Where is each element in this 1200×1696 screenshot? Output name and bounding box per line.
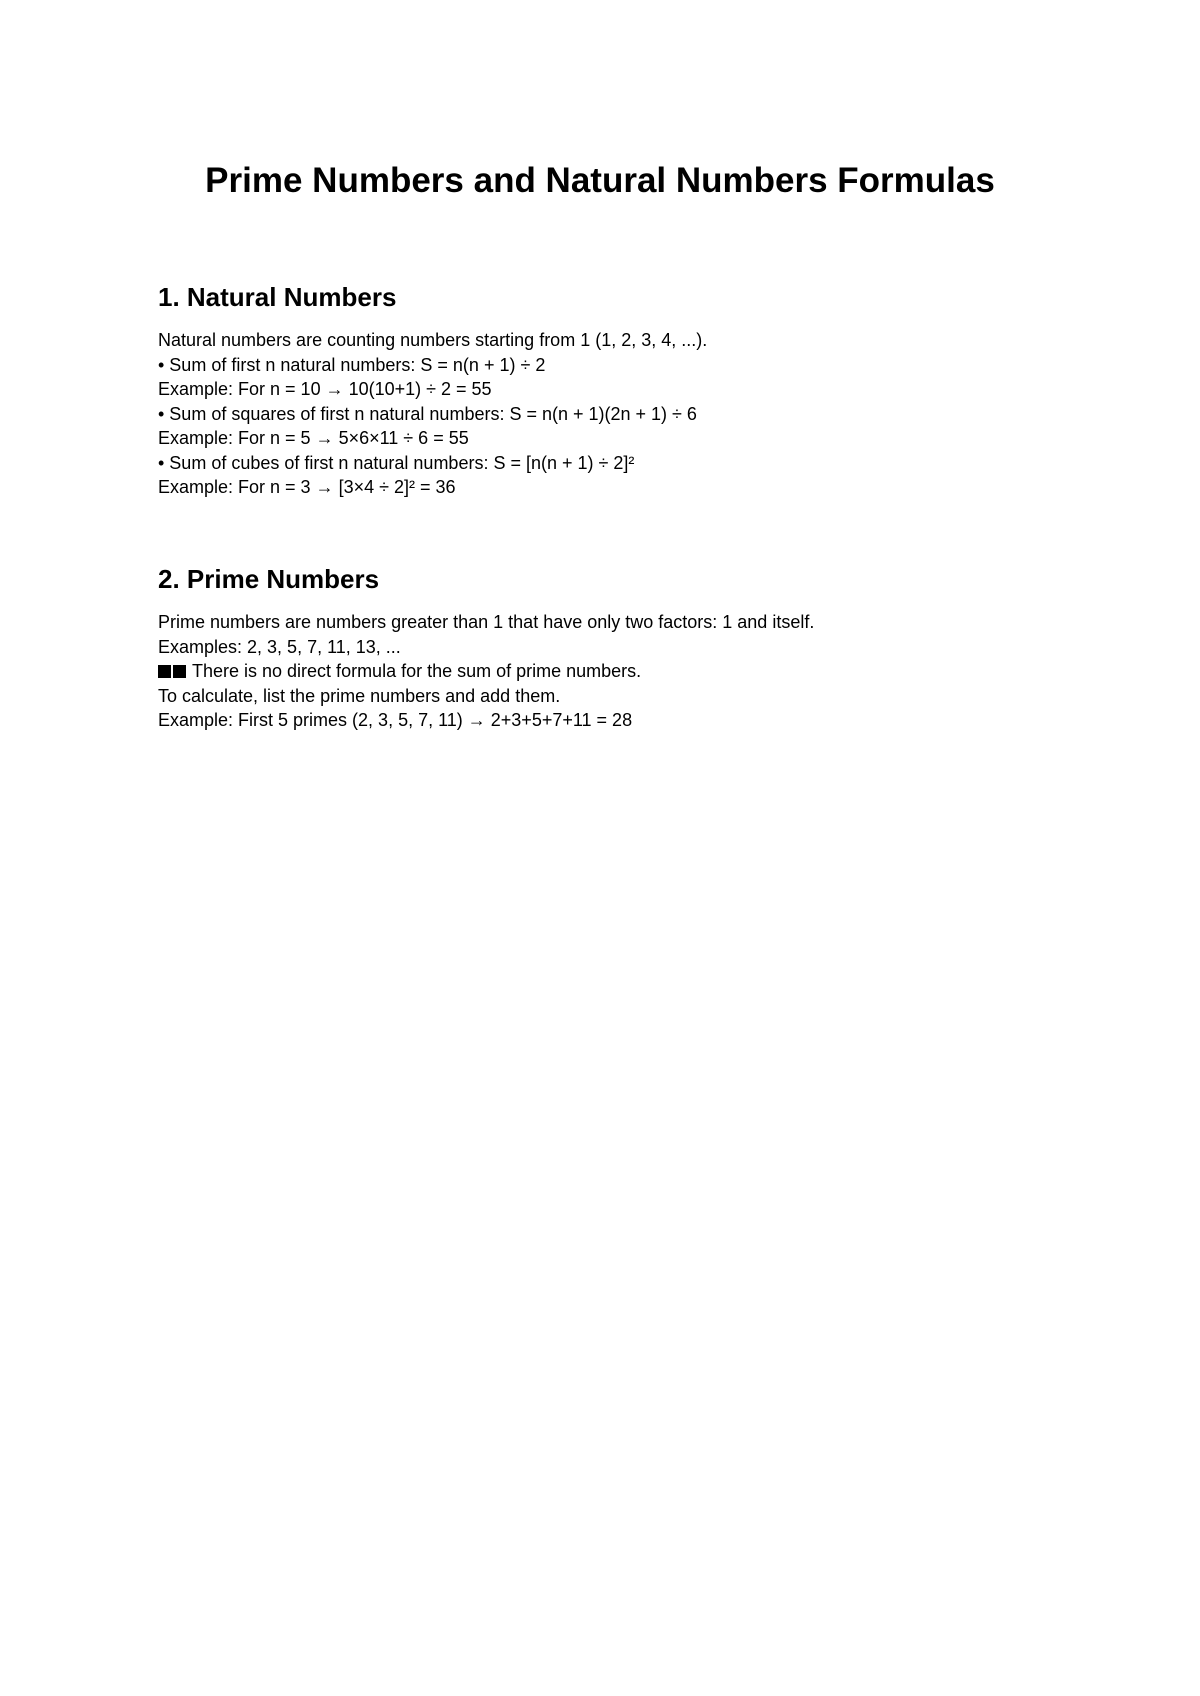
example-text: Example: For n = 3 → [3×4 ÷ 2]² = 36 [158,477,456,497]
definition-text: Prime numbers are numbers greater than 1 that have only two factors: 1 and itself. [158,612,815,632]
section-natural-numbers [158,282,1058,500]
section-heading: 2. Prime Numbers [158,564,380,594]
examples-text: Examples: 2, 3, 5, 7, 11, 13, ... [158,636,401,657]
missing-glyph-box-icon [173,665,186,678]
definition-text: Natural numbers are counting numbers starting from 1 (1, 2, 3, 4, ...). [158,330,708,350]
section-heading: 1. Natural Numbers [158,282,397,312]
formula-bullet: • Sum of first n natural numbers: S = n(n + 1) ÷ 2 [158,354,546,375]
page-title: Prime Numbers and Natural Numbers Formulas [205,161,995,200]
missing-glyph-box-icon [158,665,171,678]
section-prime-numbers [158,564,1058,733]
note-text: There is no direct formula for the sum of prime numbers. [192,661,642,681]
formula-bullet: • Sum of cubes of first n natural numbers: S = [n(n + 1) ÷ 2]² [158,452,635,473]
formula-bullet: • Sum of squares of first n natural numbers: S = n(n + 1)(2n + 1) ÷ 6 [158,403,697,424]
example-text: Example: First 5 primes (2, 3, 5, 7, 11) → 2+3+5+7+11 = 28 [158,710,633,730]
note-line [158,659,1058,684]
example-text: Example: For n = 10 → 10(10+1) ÷ 2 = 55 [158,379,492,399]
example-text: Example: For n = 5 → 5×6×11 ÷ 6 = 55 [158,428,469,448]
instruction-text: To calculate, list the prime numbers and add them. [158,685,561,706]
